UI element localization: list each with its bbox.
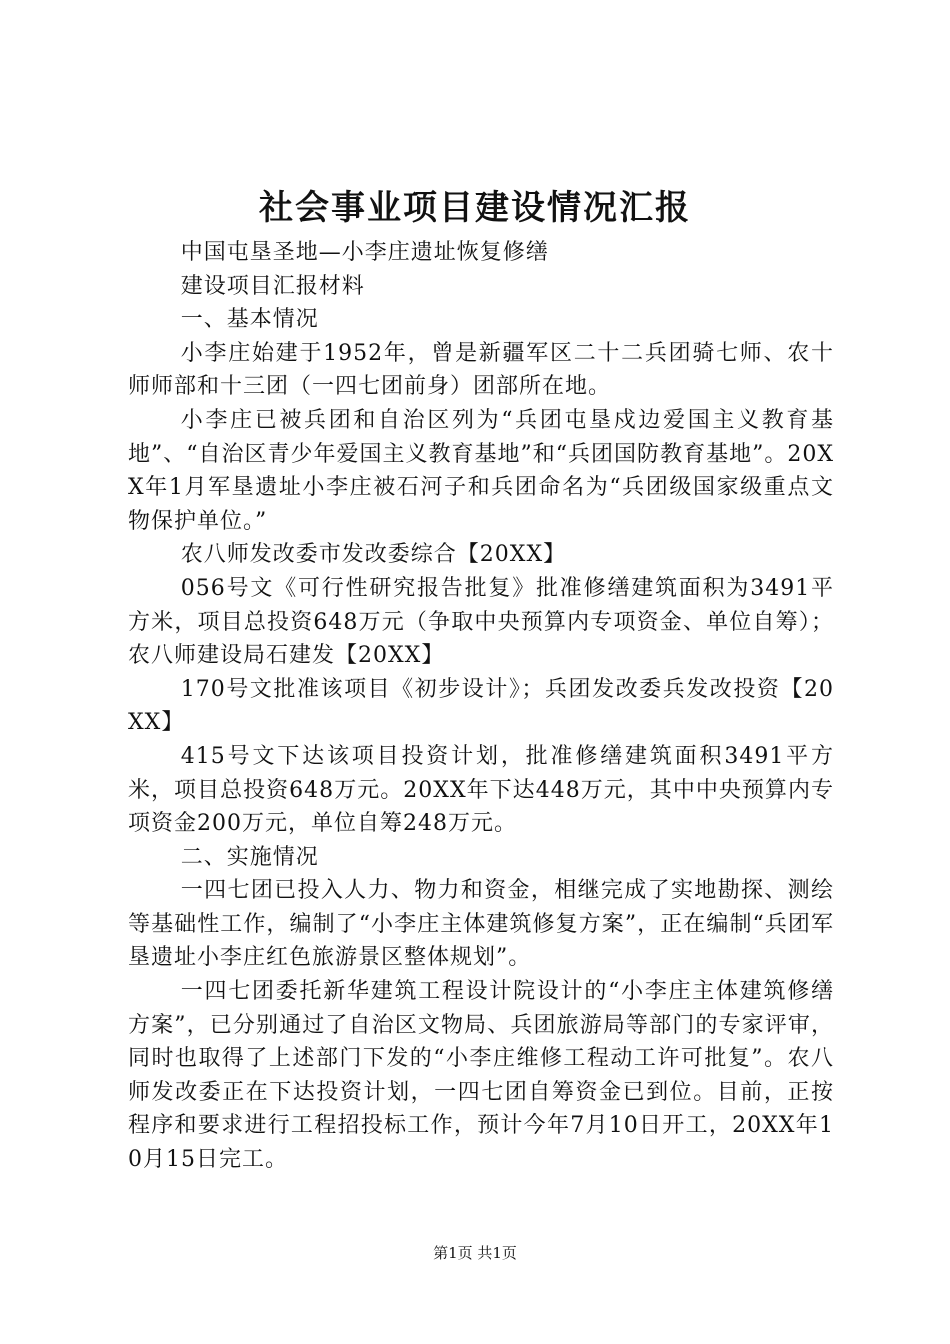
paragraph-approval-1: 农八师发改委市发改委综合【20XX】 <box>180 542 567 568</box>
document-body <box>128 236 834 1177</box>
section-heading-basic: 一、基本情况 <box>180 307 319 333</box>
page-footer <box>0 1242 950 1264</box>
paragraph-approval-3: 170号文批准该项目《初步设计》；兵团发改委兵发改投资【20XX】 <box>128 676 834 736</box>
paragraph-subtitle-1: 中国屯垦圣地—小李庄遗址恢复修缮 <box>180 240 549 265</box>
paragraph-history: 小李庄始建于1952年，曾是新疆军区二十二兵团骑七师、农十师师部和十三团（一四七团前身）团部所在地。 <box>128 340 834 400</box>
document-title: 社会事业项目建设情况汇报 <box>259 188 691 228</box>
paragraph-approval-2: 056号文《可行性研究报告批复》批准修缮建筑面积为3491平方米，项目总投资648万元（争取中央预算内专项资金、单位自筹）；农八师建设局石建发【20XX】 <box>128 575 834 669</box>
page-total: 共1页 <box>477 1244 517 1262</box>
paragraph-implementation-2: 一四七团委托新华建筑工程设计院设计的“小李庄主体建筑修缮方案”，已分别通过了自治区文物局、兵团旅游局等部门的专家评审，同时也取得了上述部门下发的“小李庄维修工程动工许可批复”。农八师发改委正在下达投资计划，一四七团自筹资金已到位。目前，正按程序和要求进行工程招投标工作，预计今年7月10日开工，20XX年10月15日完工。 <box>128 979 834 1173</box>
paragraph-subtitle-2: 建设项目汇报材料 <box>180 273 365 299</box>
section-heading-implementation: 二、实施情况 <box>180 844 319 870</box>
page-number: 第1页 <box>433 1244 473 1262</box>
paragraph-investment-plan: 415号文下达该项目投资计划，批准修缮建筑面积3491平方米，项目总投资648万元。20XX年下达448万元，其中中央预算内专项资金200万元，单位自筹248万元。 <box>128 743 834 837</box>
paragraph-education-base: 小李庄已被兵团和自治区列为“兵团屯垦戍边爱国主义教育基地”、“自治区青少年爱国主义教育基地”和“兵团国防教育基地”。20XX年1月军垦遗址小李庄被石河子和兵团命名为“兵团级国家级重点文物保护单位。” <box>128 407 834 534</box>
paragraph-implementation-1: 一四七团已投入人力、物力和资金，相继完成了实地勘探、测绘等基础性工作，编制了“小李庄主体建筑修复方案”，正在编制“兵团军垦遗址小李庄红色旅游景区整体规划”。 <box>128 878 834 971</box>
